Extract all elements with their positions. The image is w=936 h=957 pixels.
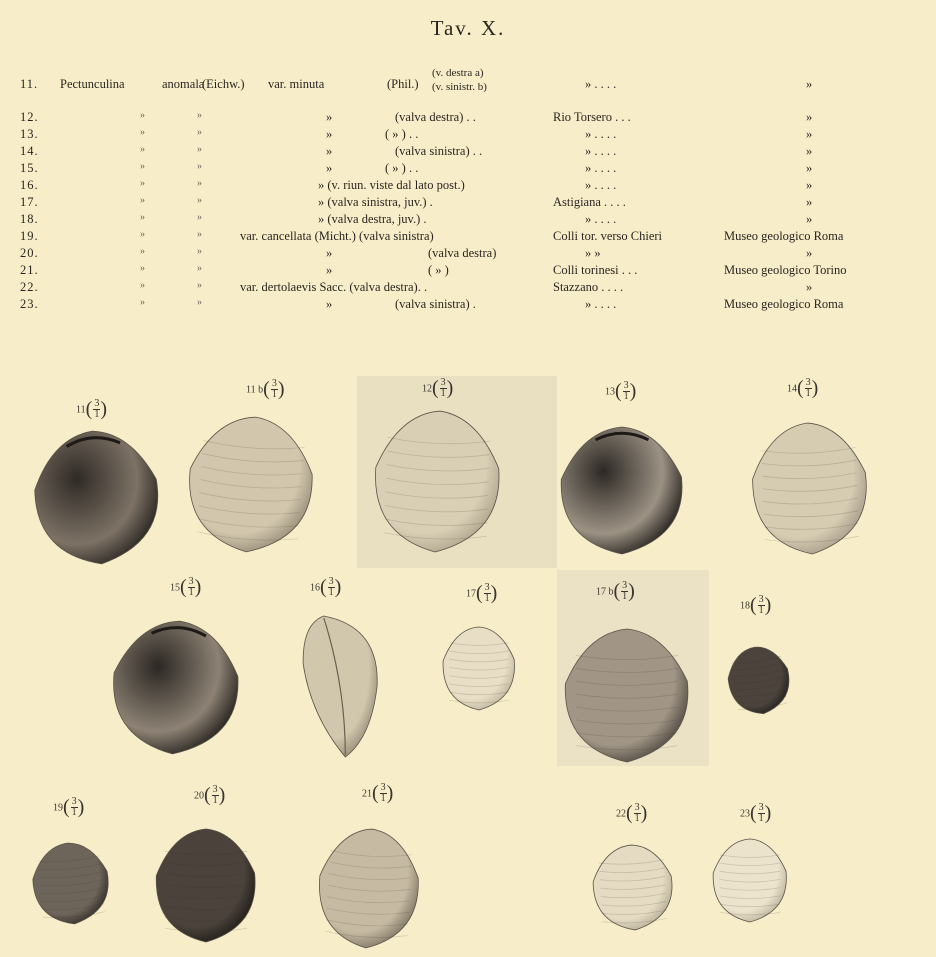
locality: Stazzano . . . . (553, 280, 624, 294)
magnification-numerator: 3 (188, 576, 194, 587)
row-number: 23. (20, 297, 39, 311)
valve-description: (valva sinistra) . . (395, 144, 483, 158)
figure-label (616, 802, 647, 825)
magnification-numerator: 3 (622, 580, 628, 591)
paren-open: ( (180, 576, 187, 598)
ditto-mark: » (197, 195, 202, 206)
magnification-fraction (758, 595, 765, 616)
shell-figure-12 (370, 408, 505, 554)
specimen-description: var. cancellata (Micht.) (valva sinistra) (240, 229, 434, 243)
magnification-numerator: 3 (271, 378, 277, 389)
ditto-mark: » (140, 144, 145, 155)
row-number: 15. (20, 161, 39, 175)
valve-description: (valva sinistra) . (395, 297, 476, 311)
shell-figure-18 (726, 644, 792, 716)
paren-close: ) (218, 784, 226, 806)
paren-close: ) (334, 576, 342, 598)
caption-row-21 (0, 263, 936, 280)
figure-label (53, 796, 84, 819)
ditto-mark: » (197, 212, 202, 223)
figure-number: 21 (362, 788, 372, 800)
row-number: 18. (20, 212, 39, 226)
paren-close: ) (100, 398, 107, 420)
paren-open: ( (750, 594, 757, 616)
shell-figure-22 (590, 842, 676, 932)
paren-open: ( (432, 377, 439, 399)
locality: Rio Torsero . . . (553, 110, 631, 124)
shell-figure-13 (556, 424, 688, 556)
specimen-description: » (valva destra, juv.) . (318, 212, 427, 226)
row-number: 12. (20, 110, 39, 124)
magnification-numerator: 3 (440, 377, 446, 388)
specimen-description: » (valva sinistra, juv.) . (318, 195, 433, 209)
ditto-mark: » (197, 178, 202, 189)
shell-figure-21 (315, 826, 423, 950)
locality: Colli tor. verso Chieri (553, 229, 663, 243)
specimen-description: » (326, 127, 333, 141)
figure-number: 11 b (246, 384, 264, 396)
row-number: 17. (20, 195, 39, 209)
specimen-description: » (326, 297, 333, 311)
paren-open: ( (626, 802, 633, 824)
museum: Museo geologico Roma (724, 229, 844, 243)
figure-label (246, 378, 284, 401)
ditto-mark: » (140, 297, 145, 308)
caption-row-23 (0, 297, 936, 314)
magnification-denominator: 1 (71, 807, 77, 818)
figure-number: 18 (740, 600, 750, 612)
caption-row-15 (0, 161, 936, 178)
museum: » (806, 144, 813, 158)
ditto-mark: » (140, 127, 145, 138)
ditto-mark: » (197, 229, 202, 240)
paren-open: ( (750, 802, 757, 824)
locality: » . . . . (585, 161, 617, 175)
row-number: 22. (20, 280, 39, 294)
magnification-fraction (758, 803, 765, 824)
ditto-mark: » (197, 161, 202, 172)
locality: » . . . . (585, 178, 617, 192)
figure-number: 12 (422, 383, 432, 395)
shell-figure-16 (298, 612, 384, 760)
paren-open: ( (63, 796, 70, 818)
paren-close: ) (77, 796, 85, 818)
specimen-description: » (326, 161, 333, 175)
ditto-mark: » (197, 263, 202, 274)
caption-row-12 (0, 110, 936, 127)
ditto-mark: » (140, 212, 145, 223)
magnification-numerator: 3 (380, 782, 386, 793)
magnification-fraction (188, 577, 195, 598)
locality: » . . . . (585, 77, 617, 91)
figure-number: 20 (194, 790, 204, 802)
shell-figure-20 (152, 826, 260, 944)
magnification-numerator: 3 (758, 594, 764, 605)
magnification-denominator: 1 (188, 587, 194, 598)
paren-close: ) (764, 802, 772, 824)
paren-open: ( (263, 378, 270, 400)
shell-figure-11b (184, 414, 318, 554)
magnification-denominator: 1 (212, 795, 218, 806)
locality: » . . . . (585, 297, 617, 311)
specimen-description: » (v. riun. viste dal lato post.) (318, 178, 465, 192)
paren-close: ) (490, 582, 498, 604)
caption-table (0, 68, 936, 358)
species-name: anomala (162, 77, 205, 91)
ditto-mark: » (140, 195, 145, 206)
paren-open: ( (85, 398, 93, 420)
paren-close: ) (446, 377, 454, 399)
paren-close: ) (194, 576, 202, 598)
row-number: 16. (20, 178, 39, 192)
genus-name: Pectunculina (60, 77, 125, 91)
sub-caption-b: (v. sinistr. b) (432, 81, 487, 93)
figure-number: 19 (53, 802, 63, 814)
row-number: 11. (20, 77, 39, 91)
magnification-numerator: 3 (71, 796, 77, 807)
shell-figure-15 (108, 618, 244, 756)
row-number: 14. (20, 144, 39, 158)
figure-number: 17 (466, 588, 476, 600)
valve-description: ( » ) . . (385, 161, 419, 175)
magnification-denominator: 1 (622, 591, 628, 602)
figure-number: 13 (605, 386, 615, 398)
shell-figure-19 (30, 840, 112, 926)
specimen-description: var. dertolaevis Sacc. (valva destra). . (240, 280, 428, 294)
ditto-mark: » (140, 263, 145, 274)
paren-open: ( (476, 582, 483, 604)
paren-open: ( (320, 576, 327, 598)
magnification-numerator: 3 (94, 398, 100, 409)
paren-open: ( (372, 782, 379, 804)
magnification-denominator: 1 (484, 593, 490, 604)
valve-description: ( » ) . . (385, 127, 419, 141)
museum: » (806, 246, 813, 260)
specimen-description: » (326, 110, 333, 124)
ditto-mark: » (197, 144, 202, 155)
locality: » . . . . (585, 127, 617, 141)
paren-open: ( (204, 784, 211, 806)
museum: » (806, 127, 813, 141)
locality: » . . . . (585, 212, 617, 226)
shell-figure-14 (748, 420, 872, 556)
ditto-mark: » (197, 297, 202, 308)
magnification-denominator: 1 (271, 389, 277, 400)
figure-number: 15 (170, 582, 180, 594)
magnification-denominator: 1 (758, 605, 764, 616)
figure-label (194, 784, 225, 807)
figure-label (170, 576, 201, 599)
paren-close: ) (640, 802, 648, 824)
magnification-denominator: 1 (758, 813, 764, 824)
magnification-numerator: 3 (634, 802, 640, 813)
magnification-fraction (212, 785, 219, 806)
magnification-numerator: 3 (484, 582, 490, 593)
caption-row-18 (0, 212, 936, 229)
figure-label (466, 582, 497, 605)
figure-label (310, 576, 341, 599)
magnification-numerator: 3 (623, 380, 629, 391)
figure-label (362, 782, 393, 805)
caption-row-16 (0, 178, 936, 195)
magnification-fraction (440, 378, 447, 399)
figure-label (740, 594, 771, 617)
magnification-denominator: 1 (328, 587, 334, 598)
magnification-numerator: 3 (758, 802, 764, 813)
locality: Colli torinesi . . . (553, 263, 638, 277)
magnification-fraction (484, 583, 491, 604)
figure-label (422, 377, 453, 400)
magnification-fraction (623, 381, 630, 402)
locality: » » (585, 246, 601, 260)
magnification-denominator: 1 (94, 409, 100, 420)
figure-label (787, 377, 818, 400)
caption-row-22 (0, 280, 936, 297)
museum: » (806, 280, 813, 294)
museum: » (806, 77, 813, 91)
ditto-mark: » (197, 127, 202, 138)
variety: var. minuta (268, 77, 325, 91)
paren-open: ( (615, 380, 622, 402)
shell-figure-23 (710, 836, 790, 924)
figure-number: 16 (310, 582, 320, 594)
specimen-description: » (326, 263, 333, 277)
museum: » (806, 110, 813, 124)
magnification-fraction (634, 803, 641, 824)
magnification-denominator: 1 (380, 793, 386, 804)
figure-label (76, 398, 107, 421)
author: (Eichw.) (202, 77, 245, 91)
magnification-fraction (71, 797, 78, 818)
row-number: 21. (20, 263, 39, 277)
museum: Museo geologico Torino (724, 263, 847, 277)
museum: » (806, 161, 813, 175)
figure-number: 23 (740, 808, 750, 820)
figure-number: 11 (76, 404, 86, 416)
paren-close: ) (277, 378, 285, 400)
museum: Museo geologico Roma (724, 297, 844, 311)
paren-close: ) (811, 377, 819, 399)
ditto-mark: » (140, 110, 145, 121)
shell-figure-17 (440, 624, 518, 712)
valve-description: (valva destra) . . (395, 110, 476, 124)
ditto-mark: » (197, 110, 202, 121)
figure-label (740, 802, 771, 825)
caption-row-20 (0, 246, 936, 263)
shell-figure-17b (560, 626, 694, 764)
plate-title: Tav. X. (430, 16, 506, 40)
ditto-mark: » (197, 280, 202, 291)
caption-row-13 (0, 127, 936, 144)
museum: » (806, 178, 813, 192)
locality: » . . . . (585, 144, 617, 158)
magnification-fraction (380, 783, 387, 804)
paren-close: ) (629, 380, 637, 402)
ditto-mark: » (140, 178, 145, 189)
magnification-fraction (805, 378, 812, 399)
magnification-fraction (271, 379, 278, 400)
paren-open: ( (797, 377, 804, 399)
ditto-mark: » (140, 161, 145, 172)
variety-author: (Phil.) (387, 77, 419, 91)
caption-row-19 (0, 229, 936, 246)
figure-number: 14 (787, 383, 797, 395)
ditto-mark: » (140, 280, 145, 291)
specimen-description: » (326, 144, 333, 158)
locality: Astigiana . . . . (553, 195, 626, 209)
paren-close: ) (764, 594, 772, 616)
museum: » (806, 212, 813, 226)
magnification-numerator: 3 (212, 784, 218, 795)
row-number: 13. (20, 127, 39, 141)
magnification-numerator: 3 (805, 377, 811, 388)
shell-figure-11 (30, 428, 164, 566)
magnification-denominator: 1 (623, 391, 629, 402)
figure-number: 22 (616, 808, 626, 820)
row-number: 20. (20, 246, 39, 260)
figure-label (605, 380, 636, 403)
row-number: 19. (20, 229, 39, 243)
paren-open: ( (613, 580, 621, 602)
magnification-denominator: 1 (634, 813, 640, 824)
sub-caption-a: (v. destra a) (432, 67, 484, 79)
valve-description: ( » ) (428, 263, 449, 277)
valve-description: (valva destra) (428, 246, 497, 260)
figure-number: 17 b (596, 586, 614, 598)
paren-close: ) (628, 580, 635, 602)
magnification-numerator: 3 (328, 576, 334, 587)
magnification-denominator: 1 (440, 388, 446, 399)
museum: » (806, 195, 813, 209)
ditto-mark: » (197, 246, 202, 257)
caption-row-14 (0, 144, 936, 161)
ditto-mark: » (140, 229, 145, 240)
specimen-description: » (326, 246, 333, 260)
magnification-denominator: 1 (805, 388, 811, 399)
magnification-fraction (328, 577, 335, 598)
figure-label (596, 580, 635, 603)
ditto-mark: » (140, 246, 145, 257)
caption-row-17 (0, 195, 936, 212)
paren-close: ) (386, 782, 394, 804)
